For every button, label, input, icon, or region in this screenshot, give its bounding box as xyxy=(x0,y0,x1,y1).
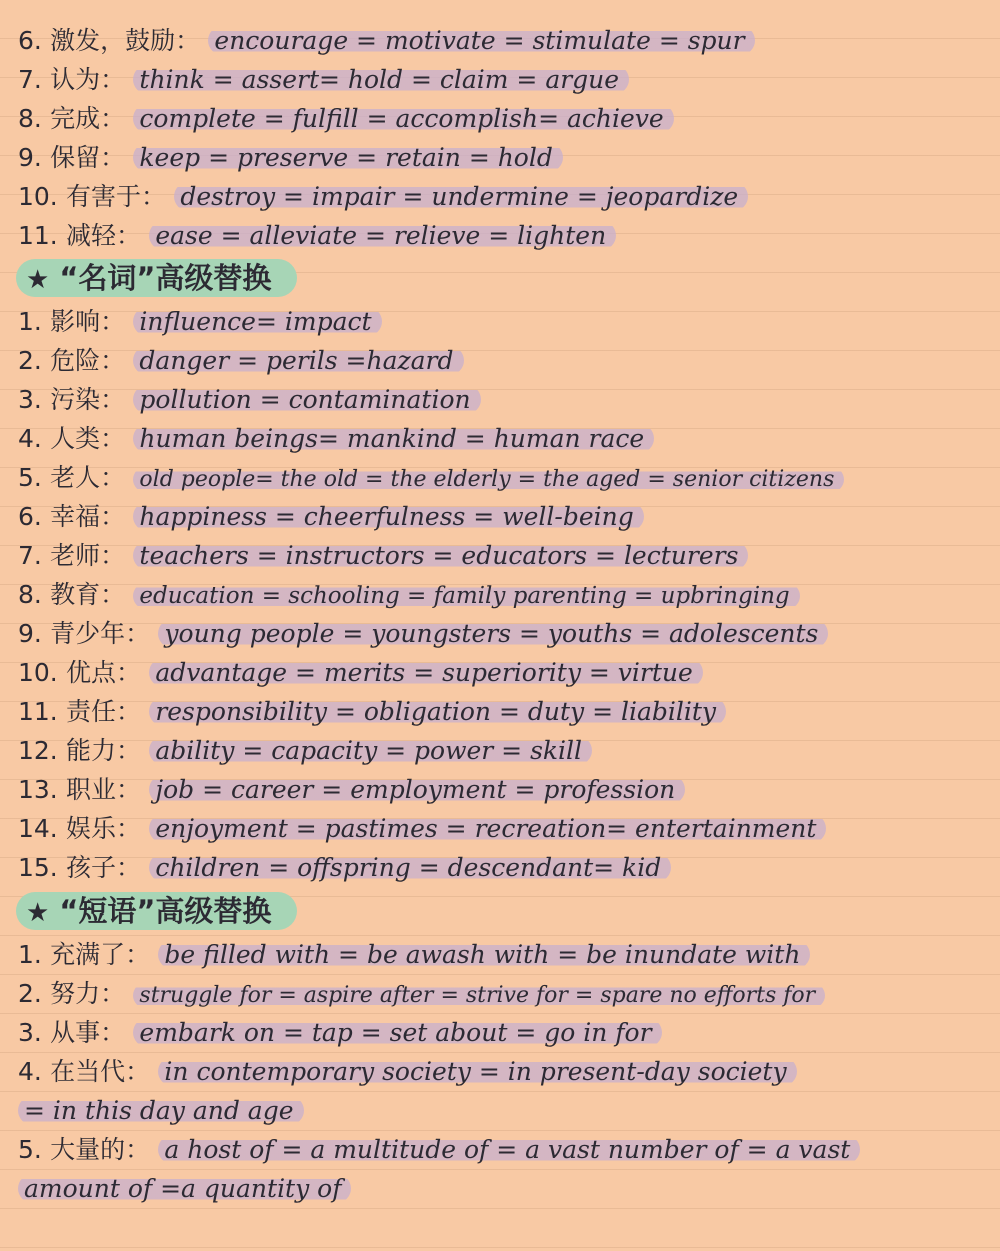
row-label: 青少年： xyxy=(50,619,151,648)
phrase-row xyxy=(18,1131,860,1169)
row-terms: a host of = a multitude of = a vast number of = a vast xyxy=(158,1135,860,1164)
nouns-section-heading xyxy=(16,259,297,297)
row-number: 1. xyxy=(18,307,42,336)
row-terms: children = offspring = descendant= kid xyxy=(149,853,671,882)
row-label: 完成： xyxy=(50,104,126,133)
row-label: 能力： xyxy=(66,736,142,765)
row-number: 4. xyxy=(18,1057,42,1086)
row-label: 影响： xyxy=(50,307,126,336)
row-label: 在当代： xyxy=(50,1057,151,1086)
row-terms: job = career = employment = profession xyxy=(149,775,685,804)
row-number: 12. xyxy=(18,736,58,765)
verb-row xyxy=(18,100,674,138)
row-number: 6. xyxy=(18,26,42,55)
row-label: 充满了： xyxy=(50,940,151,969)
row-number: 11. xyxy=(18,221,58,250)
phrase-row xyxy=(18,1053,797,1091)
row-number: 10. xyxy=(18,658,58,687)
row-number: 9. xyxy=(18,143,42,172)
row-terms: pollution = contamination xyxy=(133,385,480,414)
row-number: 4. xyxy=(18,424,42,453)
row-label: 幸福： xyxy=(50,502,126,531)
row-label: 教育： xyxy=(50,580,126,609)
row-label: 减轻： xyxy=(66,221,142,250)
row-number: 1. xyxy=(18,940,42,969)
noun-row xyxy=(18,420,654,458)
verb-row xyxy=(18,178,748,216)
row-label: 保留： xyxy=(50,143,126,172)
row-terms: struggle for = aspire after = strive for = spare no efforts for xyxy=(133,983,825,1008)
star-icon: ★ xyxy=(26,265,50,295)
row-terms: be filled with = be awash with = be inundate with xyxy=(158,940,810,969)
row-terms: happiness = cheerfulness = well-being xyxy=(133,502,643,531)
row-terms: human beings= mankind = human race xyxy=(133,424,654,453)
row-label: 责任： xyxy=(66,697,142,726)
row-label: 污染： xyxy=(50,385,126,414)
row-label: 娱乐： xyxy=(66,814,142,843)
row-terms: advantage = merits = superiority = virtue xyxy=(149,658,703,687)
row-terms: destroy = impair = undermine = jeopardize xyxy=(174,182,748,211)
row-number: 8. xyxy=(18,580,42,609)
row-terms: ease = alleviate = relieve = lighten xyxy=(149,221,616,250)
phrase-row xyxy=(18,1014,662,1052)
row-terms: = in this day and age xyxy=(18,1096,304,1125)
verb-row xyxy=(18,22,755,60)
row-number: 13. xyxy=(18,775,58,804)
row-terms: ability = capacity = power = skill xyxy=(149,736,592,765)
row-number: 5. xyxy=(18,463,42,492)
row-number: 7. xyxy=(18,65,42,94)
noun-row xyxy=(18,303,382,341)
row-number: 3. xyxy=(18,1018,42,1047)
row-label: 激发，鼓励： xyxy=(50,26,201,55)
row-number: 9. xyxy=(18,619,42,648)
noun-row xyxy=(18,693,726,731)
row-terms: young people = youngsters = youths = adolescents xyxy=(158,619,828,648)
noun-row xyxy=(18,498,644,536)
row-label: 大量的： xyxy=(50,1135,151,1164)
row-label: 努力： xyxy=(50,979,126,1008)
row-number: 14. xyxy=(18,814,58,843)
verb-row xyxy=(18,61,629,99)
row-label: 有害于： xyxy=(66,182,167,211)
verb-row xyxy=(18,139,563,177)
row-label: 老师： xyxy=(50,541,126,570)
row-terms: embark on = tap = set about = go in for xyxy=(133,1018,661,1047)
row-number: 2. xyxy=(18,979,42,1008)
row-terms: think = assert= hold = claim = argue xyxy=(133,65,629,94)
row-number: 11. xyxy=(18,697,58,726)
row-terms: complete = fulfill = accomplish= achieve xyxy=(133,104,673,133)
noun-row xyxy=(18,849,671,887)
noun-row xyxy=(18,810,826,848)
noun-row xyxy=(18,342,464,380)
row-label: 老人： xyxy=(50,463,126,492)
row-label: 从事： xyxy=(50,1018,126,1047)
heading-text: “名词”高级替换 xyxy=(59,261,272,295)
row-number: 6. xyxy=(18,502,42,531)
phrase-row-continuation xyxy=(18,1170,351,1208)
noun-row xyxy=(18,654,703,692)
noun-row xyxy=(18,576,800,614)
row-terms: responsibility = obligation = duty = liability xyxy=(149,697,726,726)
row-terms: danger = perils =hazard xyxy=(133,346,463,375)
phrase-row-continuation xyxy=(18,1092,304,1130)
star-icon: ★ xyxy=(26,898,50,928)
row-label: 人类： xyxy=(50,424,126,453)
row-number: 15. xyxy=(18,853,58,882)
row-terms: teachers = instructors = educators = lecturers xyxy=(133,541,748,570)
row-label: 认为： xyxy=(50,65,126,94)
row-label: 职业： xyxy=(66,775,142,804)
row-terms: education = schooling = family parenting = upbringing xyxy=(133,583,799,609)
row-terms: enjoyment = pastimes = recreation= entertainment xyxy=(149,814,826,843)
row-label: 危险： xyxy=(50,346,126,375)
verb-row xyxy=(18,217,616,255)
row-terms: old people= the old = the elderly = the aged = senior citizens xyxy=(133,467,844,492)
row-terms: encourage = motivate = stimulate = spur xyxy=(208,26,754,55)
noun-row xyxy=(18,615,828,653)
row-terms: in contemporary society = in present-day society xyxy=(158,1057,796,1086)
row-number: 7. xyxy=(18,541,42,570)
row-number: 8. xyxy=(18,104,42,133)
row-label: 优点： xyxy=(66,658,142,687)
noun-row xyxy=(18,459,844,497)
phrase-row xyxy=(18,936,810,974)
noun-row xyxy=(18,771,685,809)
noun-row xyxy=(18,732,592,770)
row-label: 孩子： xyxy=(66,853,142,882)
row-number: 2. xyxy=(18,346,42,375)
row-number: 10. xyxy=(18,182,58,211)
noun-row xyxy=(18,381,481,419)
heading-text: “短语”高级替换 xyxy=(59,894,272,928)
row-terms: amount of =a quantity of xyxy=(18,1174,351,1203)
row-terms: influence= impact xyxy=(133,307,381,336)
phrases-section-heading xyxy=(16,892,297,930)
phrase-row xyxy=(18,975,825,1013)
noun-row xyxy=(18,537,748,575)
row-number: 5. xyxy=(18,1135,42,1164)
row-number: 3. xyxy=(18,385,42,414)
row-terms: keep = preserve = retain = hold xyxy=(133,143,562,172)
